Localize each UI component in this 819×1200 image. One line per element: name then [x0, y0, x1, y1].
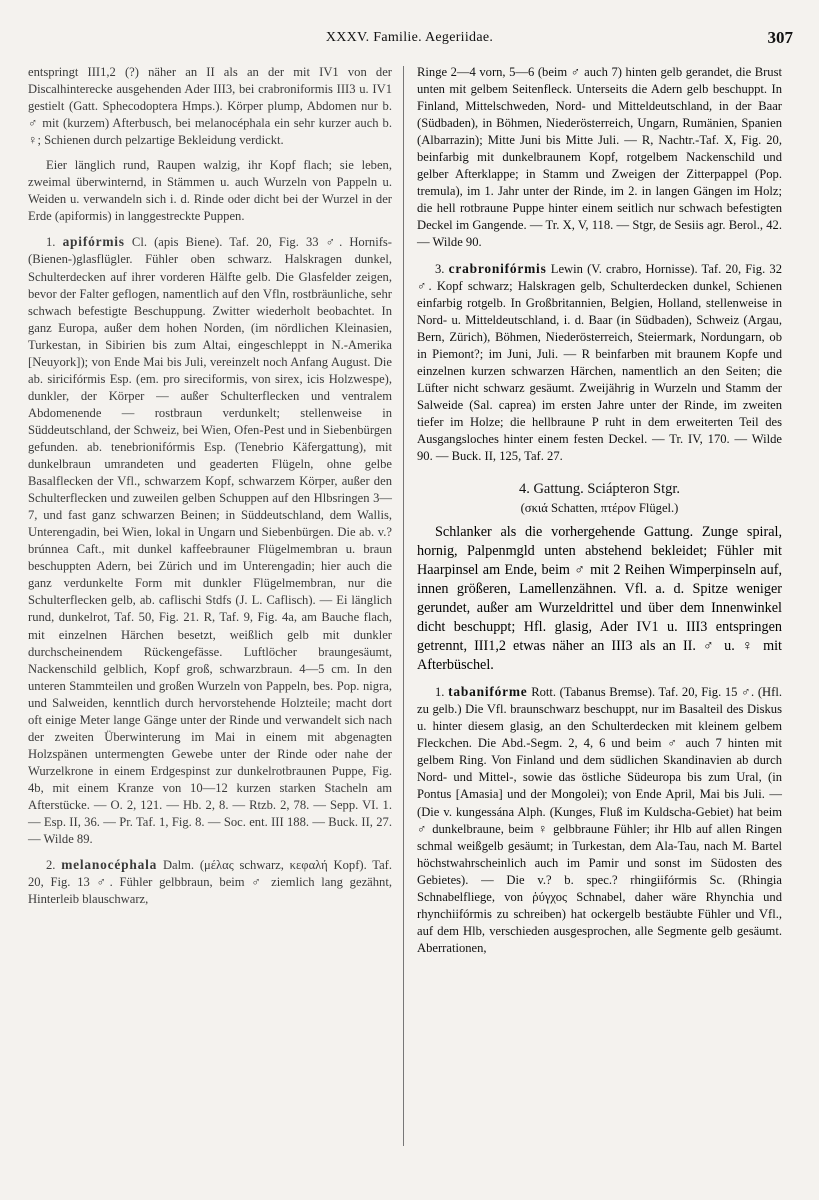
species-entry-tabaniforme: [417, 683, 782, 957]
species-entry-apiformis: [28, 233, 392, 848]
genus-etymology: (σκιά Schatten, πτέρον Flügel.): [520, 501, 679, 516]
species-number: 1.: [46, 235, 56, 250]
left-column: [28, 64, 392, 908]
species-name: apifórmis: [62, 234, 125, 250]
species-text: Lewin (V. crabro, Hornisse). Taf. 20, Fig. 32 ♂. Kopf schwarz; Halskragen gelb, Schulterdecken dunkel, Schienen einfarbig rotgelb. In Großbritannien, Belgien, Holland, stellenweise in Nord- u. Mitteldeutschland, i. d. Baar (in Südbaden), Schweiz (Argau, Bern, Zürich), Böhmen, Niederösterreich, Steiermark, Nordungarn, ob in Piemont?; im Juni, Juli. — R beinfarben mit braunem Kopfe und einzelnen kurzen schwarzen Härchen, namentlich an den Seiten; die Lüfter nicht schwarz gesäumt. Zweijährig in Wurzeln und Stamm der Salweide (Sal. caprea) im ersten Jahre unter der Rinde, im zweiten tiefer im Holze; die hellbraune P ruht in dem erweiterten Teil des Ausgangsloches hinter einem festen Deckel. — Tr. IV, 170. — Wilde 90. — Buck. II, 125, Taf. 27.: [417, 261, 782, 464]
running-title: XXXV. Familie. Aegeriidae.: [325, 30, 494, 45]
genus-heading: 4. Gattung. Sciápteron Stgr.: [518, 481, 681, 498]
species-entry-crabroniformis: [417, 260, 782, 466]
species-name: melanocéphala: [61, 857, 158, 873]
right-column: [417, 64, 782, 957]
species-number: 2.: [46, 858, 56, 873]
life-history-paragraph: Eier länglich rund, Raupen walzig, ihr Kopf flach; sie leben, zweimal überwinternd, in Stämmen u. auch Wurzeln von Pappeln u. Weiden u. verwandeln sich i. d. Rinde oder dicht bei der Wurzel in der Erde (apiformis) in langgestreckte Puppen.: [28, 158, 392, 224]
species-number: 1.: [435, 685, 445, 700]
species-entry-melanocephala: [28, 856, 392, 908]
page-header: [0, 30, 819, 54]
species-text: Cl. (apis Biene). Taf. 20, Fig. 33 ♂. Hornifs-(Bienen-)glasflügler. Fühler oben schwarz. Halskragen dunkel, Schulterdecken auf ihrer vorderen Hälfte gelb. Die Glasfelder zeigen, bevor der Falter geflogen, namentlich auf den Vfln, rostbräunliche, sehr schwach befestigte Beschuppung. Zwitter wiederholt beobachtet. In ganz Europa, außer dem hohen Norden, (im nördlichen Kleinasien, Turkestan, in Sibirien bis zum Altai, eingeschleppt in N.-Amerika [Neuyork]); von Ende Mai bis Juli, vereinzelt noch Anfang August. Die ab. siricifórmis Esp. (em. pro sireciformis, von sirex, icis Holzwespe), dunkler, der Körper — außer Schulterflecken und ventralem Abdomenende — rostbraun verdunkelt; stellenweise in Süddeutschland, der Schweiz, bei Wien, Ofen-Pest und in Siebenbürgen gefunden. ab. tenebrionifórmis Esp. (Tenebrio Käfergattung), mit dunkelbraun umrandeten und geaderten Flügeln, ohne gelbe Basalflecken der Vfl., schwarzem Kopf, schwarzem Körper, außer den Schulterflecken und zuweilen gelben Schuppen auf den Hlbsringen 3—7, und fast ganz schwarzen Beinen; in Süddeutschland, dem Wallis, Unterengadin, bei Wien, lokal in Ungarn und Siebenbürgen. Die ab. v.? brúnnea Caft., mit dunkel kaffeebrauner Flügelmembran u. braun beschuppten Adern, bei Zürich und im Unterengadin; hier auch die ganz verdunkelte Form mit dunkler Flügelmembran, nur die Schulterflecken gelb, ab. caflischi Stdfs (J. L. Caflisch). — Ei länglich rund, dunkelrot, Taf. 50, Fig. 21. R, Taf. 9, Fig. 4a, am Bauche flach, mit einzelnen Härchen besetzt, weißlich gelb mit dunkler durchscheinendem Rückengefässe. Luftlöcher braungesäumt, Nackenschild gelblich, Kopf groß, schwarzbraun. 4—5 cm. In den unteren Stammteilen und großen Wurzeln von Pappeln, bes. Pop. nigra, und Salweiden, kenntlich durch hervorstehende Holzteile; macht dort oft einige Meter lange Gänge unter der Rinde und verwandelt sich nach der zweiten Überwinterung im Mai in einem mit abgenagten Holzspänen untermengten Gewebe unter der Rinde oder nahe der Wurzelkrone in einem Erdgespinst zur dunkelrotbraunen Puppe, Fig. 4b, mit einem Kranze von 10—12 kurzen starken Stacheln am Afterstücke. — O. 2, 121. — Hb. 2, 8. — Rtzb. 2, 78. — Sepp. VI. 1. — Esp. II, 36. — Pr. Taf. 1, Fig. 8. — Soc. ent. III 188. — Buck. II, 27. — Wilde 89.: [28, 235, 392, 847]
column-divider: [403, 66, 404, 1146]
page-number: 307: [767, 28, 793, 47]
species-name: tabanifórme: [448, 684, 528, 700]
species-text: Rott. (Tabanus Bremse). Taf. 20, Fig. 15 ♂. (Hfl. zu gelb.) Die Vfl. braunschwarz beschuppt, nur im Basalteil des Diskus u. hinter diesem glasig, an den Schulterdecken mit kleinem gelbem Fleckchen. Die Abd.-Segm. 2, 4, 6 und beim ♂ auch 7 hinten mit gelbem Ring. Von Finland und dem südlichen Skandinavien ab durch Nord- und Mittel-, sowie das östliche Südeuropa bis zum Ural, (in Pontus [Amasia] und der Mongolei); von Ende April, Mai bis Juli. — (Die v. kungessána Alph. (Kunges, Fluß im Kuldscha-Gebiet) hat beim ♂ dunkelbraune, beim ♀ gelbbraune Fühler; ihr Hlb auf allen Ringen schmal weißgelb gesäumt; in Turkestan, dem Ala-Tau, nach M. Bartel höchstwahrscheinlich auch im Pamir und sonst im Südosten des Gebietes). — Die v.? b. spec.? rhingiifórmis Sc. (Rhingia Schnabelfliege, von ῥύγχος Schnabel, daher wäre Rhynchia und rhynchiifórmis zu schreiben) hat ockergelb bestäubte Fühler und Vfl., auf dem Hlb, verschieden ausgesprochen, alle Segmente gelb gesäumt. Aberrationen,: [417, 685, 782, 955]
species-number: 3.: [435, 261, 445, 276]
species-name: crabronifórmis: [448, 260, 547, 276]
genus-description: Schlanker als die vorhergehende Gattung. Zunge spiral, hornig, Palpenmgld unten abstehend bekleidet; Fühler mit Haarpinsel am Ende, beim ♂ mit 2 Reihen Wimperpinseln auf, innen größeren, Lamellenzähnen. Vfl. a. d. Spitze weniger gerundet, außer am Wurzeldrittel und über dem Innenwinkel dicht beschuppt; Hfl. glasig, Ader IV1 u. III3 entspringen getrennt, III1,2 etwas näher an III3 als an II. ♂ u. ♀ mit Afterbüschel.: [417, 524, 782, 674]
species-continued-paragraph: Ringe 2—4 vorn, 5—6 (beim ♂ auch 7) hinten gelb gerandet, die Brust unten mit gelbem Seitenfleck. Unterseits die Adern gelb beschuppt. In Finland, Mittelschweden, Nord- und Mitteldeutschland, in der Baar (Südbaden), in Böhmen, Niederösterreich, Ungarn, Rumänien, Spanien (Albarrazin); Mitte Juni bis Mitte Juli. — R, Nachtr.-Taf. X, Fig. 20, beinfarbig mit dunkelbraunem Kopf, rotgelbem Nackenschild und gelber Afterklappe; in Stamm und Zweigen der Zitterpappel (Pop. tremula), im 1. Jahr unter der Rinde, im 2. in langen Gängen im Holz; die hell rotbraune Puppe hinter einem seitlich nur schwach befestigten Deckel im Gangende. — Tr. X, V, 118. — Stgr, de Sesiis agr. Berol., 42. — Wilde 90.: [417, 65, 782, 250]
species-text: Dalm. (μέλας schwarz, κεφαλή Kopf). Taf. 20, Fig. 13 ♂. Fühler gelbbraun, beim ♂ ziemlich lang gezähnt, Hinterleib blauschwarz,: [28, 858, 392, 907]
genus-description-continued: entspringt III1,2 (?) näher an II als an der mit IV1 von der Discalhinterecke ausgehenden Ader III3, bei crabroniformis III3 u. IV1 gestielt (Gatt. Sphecodoptera Hmps.). Körper plump, Abdomen nur b. ♂ mit (kurzem) Afterbusch, bei melanocéphala ein sehr kurzer auch b. ♀; Schienen durch pelzartige Bekleidung verdickt.: [28, 65, 392, 148]
